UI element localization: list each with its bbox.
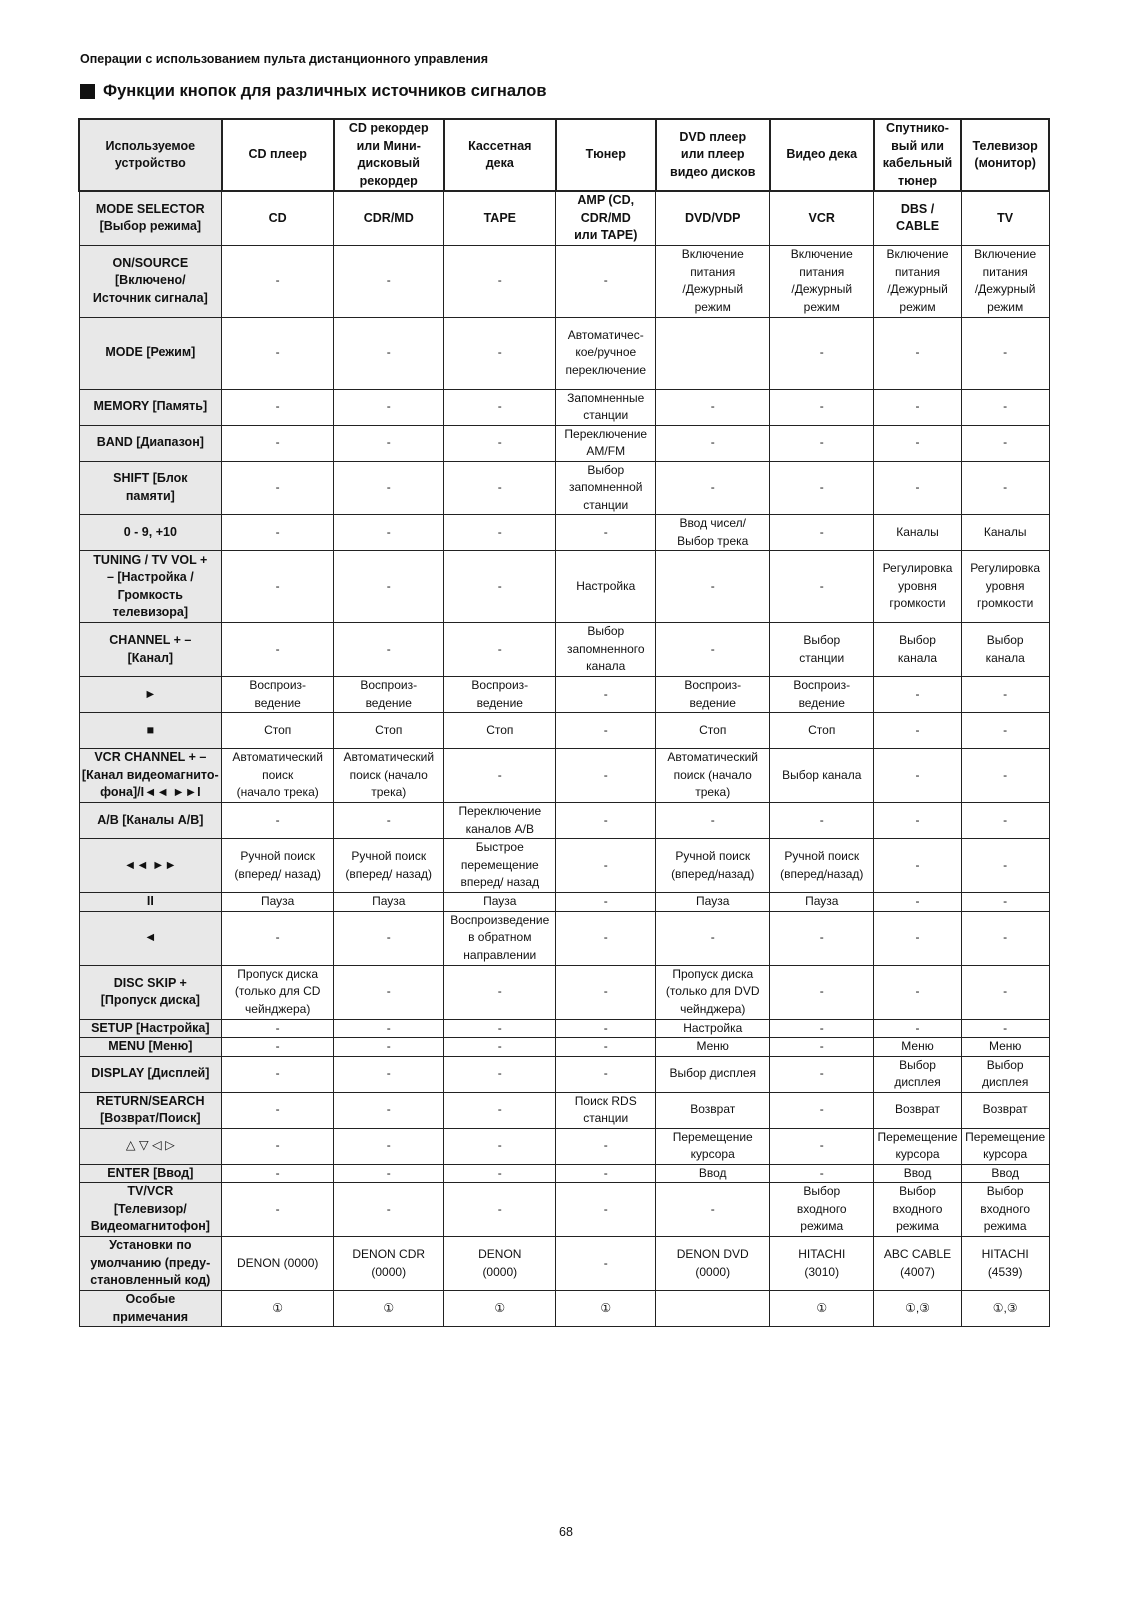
table-cell: - [770, 389, 874, 425]
table-row [79, 965, 1049, 1019]
row-label: △ ▽ ◁ ▷ [79, 1128, 222, 1164]
square-bullet-icon [80, 84, 95, 99]
table-cell: - [222, 317, 334, 389]
table-row [79, 515, 1049, 551]
table-cell: CD [222, 191, 334, 245]
table-cell: - [656, 623, 770, 677]
table-cell: Выбор запомненного канала [556, 623, 656, 677]
table-cell: - [222, 1183, 334, 1237]
column-header: Тюнер [556, 119, 656, 191]
table-cell: Запомненные станции [556, 389, 656, 425]
table-cell: ①,③ [874, 1291, 962, 1327]
table-cell: - [334, 245, 444, 317]
table-cell: - [444, 623, 556, 677]
table-row [79, 1056, 1049, 1092]
table-cell: - [874, 461, 962, 515]
table-cell: Выбор дисплея [656, 1056, 770, 1092]
table-cell: Ввод [656, 1164, 770, 1183]
table-cell: - [334, 1164, 444, 1183]
table-row [79, 1038, 1049, 1057]
table-cell: - [444, 1128, 556, 1164]
row-label: SETUP [Настройка] [79, 1019, 222, 1038]
table-cell: - [222, 245, 334, 317]
row-label: 0 - 9, +10 [79, 515, 222, 551]
table-cell: Поиск RDS станции [556, 1092, 656, 1128]
table-cell: - [961, 317, 1049, 389]
table-cell: TAPE [444, 191, 556, 245]
table-cell: - [770, 1092, 874, 1128]
table-cell: Перемещение курсора [961, 1128, 1049, 1164]
table-cell: - [656, 461, 770, 515]
row-label: MENU [Меню] [79, 1038, 222, 1057]
table-cell: Пауза [444, 893, 556, 912]
table-row [79, 713, 1049, 749]
table-cell: Ввод [961, 1164, 1049, 1183]
table-cell: Каналы [874, 515, 962, 551]
table-cell: - [222, 551, 334, 623]
table-cell: - [222, 1056, 334, 1092]
column-header: DVD плеер или плеер видео дисков [656, 119, 770, 191]
table-cell: - [222, 1164, 334, 1183]
table-row [79, 677, 1049, 713]
table-cell: - [444, 245, 556, 317]
row-label: MODE [Режим] [79, 317, 222, 389]
row-label: A/B [Каналы A/B] [79, 803, 222, 839]
table-cell: Перемещение курсора [656, 1128, 770, 1164]
table-cell: - [770, 803, 874, 839]
page-number: 68 [559, 1525, 573, 1539]
table-cell: Выбор канала [874, 623, 962, 677]
table-cell: - [334, 317, 444, 389]
table-cell: Ручной поиск (вперед/ назад) [222, 839, 334, 893]
table-cell: ① [770, 1291, 874, 1327]
table-row [79, 893, 1049, 912]
table-cell: - [444, 461, 556, 515]
table-cell: - [556, 1237, 656, 1291]
table-cell: - [334, 1183, 444, 1237]
row-label: CHANNEL + – [Канал] [79, 623, 222, 677]
table-cell: - [334, 911, 444, 965]
table-row [79, 749, 1049, 803]
row-label: TUNING / TV VOL + – [Настройка / Громкость телевизора] [79, 551, 222, 623]
table-row [79, 623, 1049, 677]
table-cell: Переключение AM/FM [556, 425, 656, 461]
table-cell: HITACHI (4539) [961, 1237, 1049, 1291]
table-cell: - [961, 803, 1049, 839]
table-cell: - [334, 1092, 444, 1128]
table-cell: Стоп [656, 713, 770, 749]
table-cell: - [656, 911, 770, 965]
table-cell: Переключение каналов A/B [444, 803, 556, 839]
table-cell: - [334, 551, 444, 623]
table-cell: Ввод [874, 1164, 962, 1183]
table-cell: Выбор дисплея [874, 1056, 962, 1092]
table-cell: - [961, 713, 1049, 749]
table-cell: Пропуск диска (только для CD чейнджера) [222, 965, 334, 1019]
row-label: MODE SELECTOR [Выбор режима] [79, 191, 222, 245]
table-cell: - [444, 1183, 556, 1237]
table-cell: Быстрое перемещение вперед/ назад [444, 839, 556, 893]
table-cell: - [874, 965, 962, 1019]
column-header: Кассетная дека [444, 119, 556, 191]
table-cell: Ручной поиск (вперед/ назад) [334, 839, 444, 893]
table-cell: Включение питания /Дежурный режим [961, 245, 1049, 317]
table-cell: Воспроиз- ведение [222, 677, 334, 713]
table-cell: Выбор входного режима [961, 1183, 1049, 1237]
table-cell: ①,③ [961, 1291, 1049, 1327]
table-cell: - [222, 461, 334, 515]
table-cell: - [770, 911, 874, 965]
table-cell: - [874, 803, 962, 839]
table-cell: - [444, 1092, 556, 1128]
table-cell: Стоп [334, 713, 444, 749]
table-cell: - [961, 911, 1049, 965]
table-cell: - [444, 1019, 556, 1038]
table-cell: AMP (CD, CDR/MD или TAPE) [556, 191, 656, 245]
table-cell: Каналы [961, 515, 1049, 551]
table-cell: ① [222, 1291, 334, 1327]
table-cell: - [334, 803, 444, 839]
table-cell: - [874, 839, 962, 893]
table-cell: Выбор канала [770, 749, 874, 803]
table-cell: Настройка [656, 1019, 770, 1038]
table-header-row [79, 119, 1049, 191]
table-cell: - [334, 1128, 444, 1164]
row-label: MEMORY [Память] [79, 389, 222, 425]
table-cell: - [556, 1183, 656, 1237]
row-label: ◄◄ ►► [79, 839, 222, 893]
table-cell: - [556, 1038, 656, 1057]
table-cell: - [556, 1128, 656, 1164]
table-row [79, 1092, 1049, 1128]
table-cell: Включение питания /Дежурный режим [770, 245, 874, 317]
table-cell: ① [444, 1291, 556, 1327]
table-cell: Выбор станции [770, 623, 874, 677]
table-cell: - [556, 677, 656, 713]
page-caption: Операции с использованием пульта дистанционного управления [80, 52, 489, 66]
table-row [79, 1183, 1049, 1237]
table-cell: - [656, 551, 770, 623]
table-cell: - [770, 461, 874, 515]
table-cell: DENON (0000) [222, 1237, 334, 1291]
row-label: Особые примечания [79, 1291, 222, 1327]
table-cell: - [556, 1019, 656, 1038]
table-cell: DENON DVD (0000) [656, 1237, 770, 1291]
table-cell: - [444, 1056, 556, 1092]
table-cell: Автоматический поиск (начало трека) [334, 749, 444, 803]
table-cell: - [444, 1038, 556, 1057]
table-cell: Включение питания /Дежурный режим [874, 245, 962, 317]
row-label: ■ [79, 713, 222, 749]
table-cell: - [444, 425, 556, 461]
table-cell: Меню [656, 1038, 770, 1057]
table-cell: - [961, 893, 1049, 912]
section-title: Функции кнопок для различных источников сигналов [103, 82, 547, 100]
table-cell: - [334, 1019, 444, 1038]
row-label: DISPLAY [Дисплей] [79, 1056, 222, 1092]
table-cell: ① [556, 1291, 656, 1327]
table-row [79, 1291, 1049, 1327]
row-label: ENTER [Ввод] [79, 1164, 222, 1183]
table-cell: - [222, 1019, 334, 1038]
table-cell: - [556, 515, 656, 551]
table-cell: Воспроиз- ведение [656, 677, 770, 713]
table-cell: - [770, 515, 874, 551]
table-cell: - [222, 1128, 334, 1164]
table-cell: Выбор дисплея [961, 1056, 1049, 1092]
table-cell: - [556, 911, 656, 965]
table-cell: - [961, 389, 1049, 425]
table-cell: Пауза [656, 893, 770, 912]
table-cell: Ручной поиск (вперед/назад) [656, 839, 770, 893]
table-cell: - [874, 425, 962, 461]
table-cell: - [961, 965, 1049, 1019]
row-label: VCR CHANNEL + – [Канал видеомагнито- фона]/I◄◄ ►►I [79, 749, 222, 803]
table-cell: - [222, 911, 334, 965]
table-cell: - [334, 965, 444, 1019]
table-cell: - [874, 713, 962, 749]
table-cell: - [961, 839, 1049, 893]
table-cell: - [556, 713, 656, 749]
column-header: Используемое устройство [79, 119, 222, 191]
table-cell: - [961, 461, 1049, 515]
table-cell: - [444, 515, 556, 551]
table-cell: VCR [770, 191, 874, 245]
table-cell: - [334, 425, 444, 461]
table-cell: - [556, 245, 656, 317]
table-cell: - [770, 1019, 874, 1038]
table-cell: - [874, 1019, 962, 1038]
table-row [79, 911, 1049, 965]
table-cell: - [444, 1164, 556, 1183]
table-row [79, 803, 1049, 839]
table-cell: Стоп [444, 713, 556, 749]
table-row [79, 461, 1049, 515]
table-cell: ① [334, 1291, 444, 1327]
table-cell [656, 1291, 770, 1327]
row-label: SHIFT [Блок памяти] [79, 461, 222, 515]
table-cell: - [556, 1056, 656, 1092]
table-cell: Воспроиз- ведение [334, 677, 444, 713]
table-cell: DVD/VDP [656, 191, 770, 245]
table-cell: Возврат [656, 1092, 770, 1128]
table-cell: Автоматичес- кое/ручное переключение [556, 317, 656, 389]
table-cell: - [444, 551, 556, 623]
table-cell: Настройка [556, 551, 656, 623]
table-cell: - [222, 515, 334, 551]
row-label: Установки по умолчанию (преду- становленный код) [79, 1237, 222, 1291]
table-cell: - [556, 803, 656, 839]
table-row [79, 551, 1049, 623]
table-row [79, 425, 1049, 461]
table-cell: - [444, 317, 556, 389]
table-row [79, 1164, 1049, 1183]
table-cell: - [334, 461, 444, 515]
table-cell: - [556, 893, 656, 912]
table-cell: - [222, 623, 334, 677]
table-cell: Меню [961, 1038, 1049, 1057]
table-cell: - [874, 893, 962, 912]
table-row [79, 1237, 1049, 1291]
table-cell: - [656, 425, 770, 461]
table-cell: DENON (0000) [444, 1237, 556, 1291]
column-header: Видео дека [770, 119, 874, 191]
table-cell: Стоп [770, 713, 874, 749]
table-row [79, 317, 1049, 389]
table-cell: - [874, 317, 962, 389]
table-row [79, 1019, 1049, 1038]
column-header: CD плеер [222, 119, 334, 191]
table-cell: Воспроиз- ведение [770, 677, 874, 713]
table-cell: - [222, 1092, 334, 1128]
table-cell: - [770, 1038, 874, 1057]
table-row [79, 1128, 1049, 1164]
table-cell: - [961, 425, 1049, 461]
table-cell: Пауза [222, 893, 334, 912]
table-cell: - [874, 911, 962, 965]
table-cell: - [770, 1164, 874, 1183]
table-row [79, 191, 1049, 245]
table-cell: - [656, 803, 770, 839]
table-cell: - [770, 965, 874, 1019]
table-row [79, 389, 1049, 425]
table-cell: - [770, 1128, 874, 1164]
table-cell: - [556, 839, 656, 893]
table-cell: - [961, 749, 1049, 803]
table-cell: Перемещение курсора [874, 1128, 962, 1164]
table-cell: - [770, 425, 874, 461]
table-body [79, 191, 1049, 1327]
table-row [79, 839, 1049, 893]
table-cell: Меню [874, 1038, 962, 1057]
table-cell: Автоматический поиск (начало трека) [222, 749, 334, 803]
table-cell: - [874, 389, 962, 425]
row-label: DISC SKIP + [Пропуск диска] [79, 965, 222, 1019]
table-cell: HITACHI (3010) [770, 1237, 874, 1291]
table-cell: - [444, 965, 556, 1019]
table-cell: - [222, 389, 334, 425]
table-cell: Стоп [222, 713, 334, 749]
table-cell: Ввод чисел/ Выбор трека [656, 515, 770, 551]
table-cell: - [444, 749, 556, 803]
table-cell: - [770, 317, 874, 389]
column-header: Спутнико- вый или кабельный тюнер [874, 119, 962, 191]
table-cell: - [656, 389, 770, 425]
table-cell: - [444, 389, 556, 425]
row-label: ON/SOURCE [Включено/ Источник сигнала] [79, 245, 222, 317]
table-cell: CDR/MD [334, 191, 444, 245]
table-cell: - [961, 1019, 1049, 1038]
button-functions-table [78, 118, 1050, 1327]
table-cell: DBS / CABLE [874, 191, 962, 245]
table-cell: Включение питания /Дежурный режим [656, 245, 770, 317]
table-cell: - [770, 551, 874, 623]
table-cell: - [334, 623, 444, 677]
table-cell: Пропуск диска (только для DVD чейнджера) [656, 965, 770, 1019]
column-header: Телевизор (монитор) [961, 119, 1049, 191]
row-label: ◄ [79, 911, 222, 965]
row-label: RETURN/SEARCH [Возврат/Поиск] [79, 1092, 222, 1128]
table-cell: Автоматический поиск (начало трека) [656, 749, 770, 803]
table-cell: - [334, 515, 444, 551]
table-cell: - [770, 1056, 874, 1092]
table-cell: Воспроиз- ведение [444, 677, 556, 713]
table-cell: DENON CDR (0000) [334, 1237, 444, 1291]
table-cell [656, 317, 770, 389]
table-cell: - [222, 425, 334, 461]
table-cell: - [556, 965, 656, 1019]
table-cell: - [556, 749, 656, 803]
table-cell: - [656, 1183, 770, 1237]
table-cell: - [874, 677, 962, 713]
table-cell: - [222, 1038, 334, 1057]
table-row [79, 245, 1049, 317]
table-cell: Выбор запомненной станции [556, 461, 656, 515]
table-cell: - [222, 803, 334, 839]
table-cell: Возврат [961, 1092, 1049, 1128]
table-cell: Пауза [770, 893, 874, 912]
table-cell: - [961, 677, 1049, 713]
table-cell: Ручной поиск (вперед/назад) [770, 839, 874, 893]
row-label: BAND [Диапазон] [79, 425, 222, 461]
table-cell: - [334, 1038, 444, 1057]
table-cell: Регулировка уровня громкости [961, 551, 1049, 623]
table-cell: Выбор входного режима [874, 1183, 962, 1237]
table-cell: Выбор канала [961, 623, 1049, 677]
row-label: TV/VCR [Телевизор/ Видеомагнитофон] [79, 1183, 222, 1237]
table-cell: - [334, 389, 444, 425]
table-cell: Выбор входного режима [770, 1183, 874, 1237]
row-label: ► [79, 677, 222, 713]
table-cell: - [874, 749, 962, 803]
table-cell: Возврат [874, 1092, 962, 1128]
table-cell: TV [961, 191, 1049, 245]
table-cell: - [556, 1164, 656, 1183]
table-cell: ABC CABLE (4007) [874, 1237, 962, 1291]
column-header: CD рекордер или Мини- дисковый рекордер [334, 119, 444, 191]
row-label: II [79, 893, 222, 912]
table-cell: Пауза [334, 893, 444, 912]
section-heading [80, 82, 547, 101]
table-cell: Регулировка уровня громкости [874, 551, 962, 623]
table-cell: Воспроизведение в обратном направлении [444, 911, 556, 965]
table-cell: - [334, 1056, 444, 1092]
